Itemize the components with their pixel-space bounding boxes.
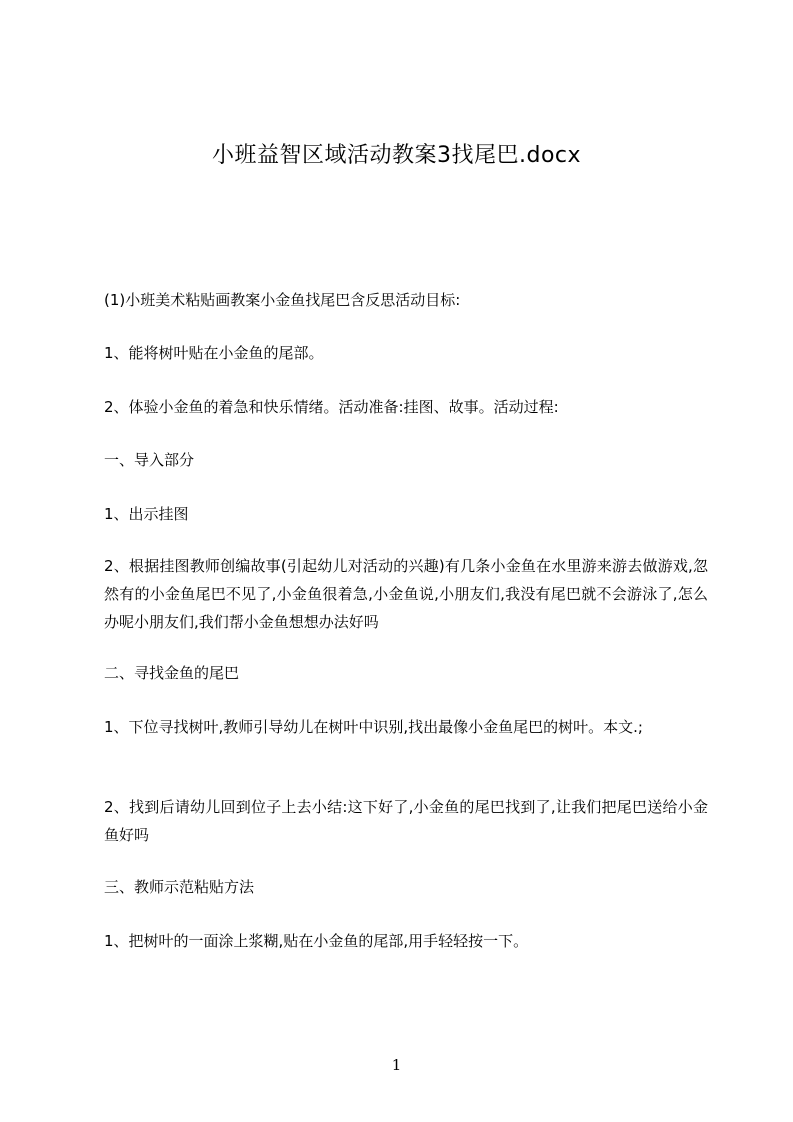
paragraph-2: 1、能将树叶贴在小金鱼的尾部。 [104, 344, 324, 362]
paragraph-6: 1、下位寻找树叶,教师引导幼儿在树叶中识别,找出最像小金鱼尾巴的树叶。本文.; [104, 718, 643, 736]
paragraph-1: (1)小班美术粘贴画教案小金鱼找尾巴含反思活动目标: [104, 291, 461, 309]
page-number: 1 [391, 1056, 402, 1074]
paragraph-3: 2、体验小金鱼的着急和快乐情绪。活动准备:挂图、故事。活动过程: [104, 398, 559, 416]
section-heading-3: 三、教师示范粘贴方法 [104, 878, 255, 896]
paragraph-4: 1、出示挂图 [104, 505, 189, 523]
document-title: 小班益智区域活动教案3找尾巴.docx [211, 143, 582, 168]
paragraph-7: 2、找到后请幼儿回到位子上去小结:这下好了,小金鱼的尾巴找到了,让我们把尾巴送给小金鱼好吗 [104, 798, 708, 844]
paragraph-8: 1、把树叶的一面涂上浆糊,贴在小金鱼的尾部,用手轻轻按一下。 [104, 932, 529, 950]
section-heading-2: 二、寻找金鱼的尾巴 [104, 664, 240, 682]
paragraph-5: 2、根据挂图教师创编故事(引起幼儿对活动的兴趣)有几条小金鱼在水里游来游去做游戏,忽然有的小金鱼尾巴不见了,小金鱼很着急,小金鱼说,小朋友们,我没有尾巴就不会游泳了,怎么办呢小朋友们,我们帮小金鱼想想办法好吗 [104, 557, 708, 631]
section-heading-1: 一、导入部分 [104, 451, 195, 469]
